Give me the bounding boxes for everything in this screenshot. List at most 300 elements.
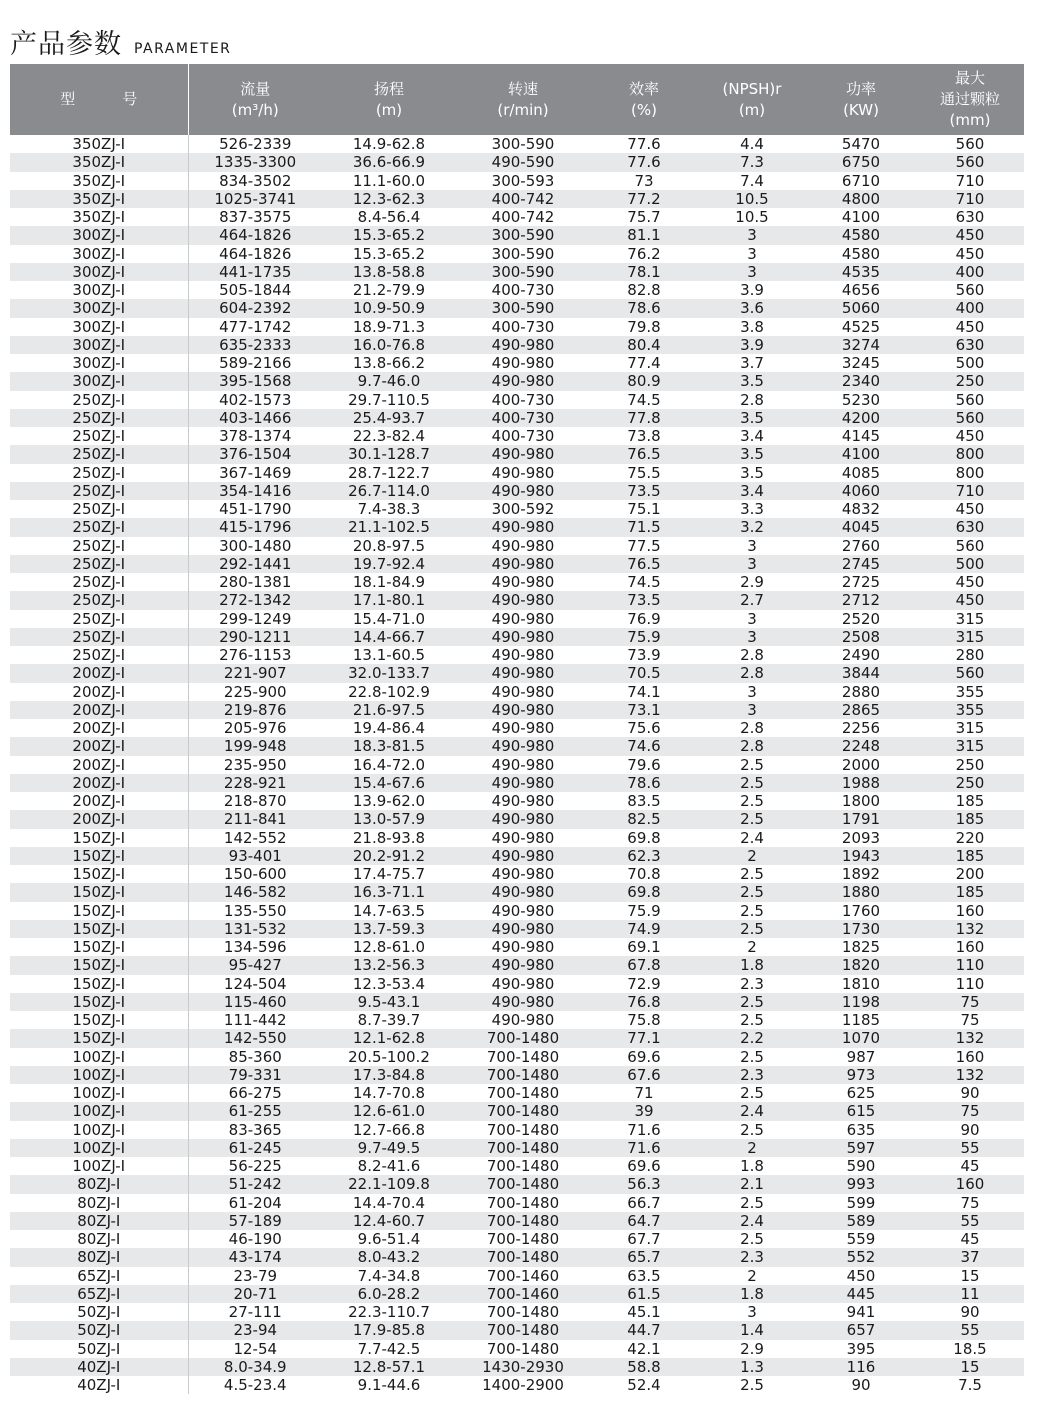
cell-npshr: 3.5 <box>698 372 806 390</box>
cell-power: 6710 <box>806 172 916 190</box>
cell-flow: 464-1826 <box>188 245 322 263</box>
cell-speed: 490-980 <box>456 573 590 591</box>
cell-model: 150ZJ-I <box>10 865 188 883</box>
cell-power: 2248 <box>806 737 916 755</box>
cell-model: 150ZJ-I <box>10 920 188 938</box>
table-row <box>10 610 1024 628</box>
table-row <box>10 1230 1024 1248</box>
cell-power: 1880 <box>806 883 916 901</box>
cell-model: 50ZJ-I <box>10 1321 188 1339</box>
cell-npshr: 3 <box>698 683 806 701</box>
cell-npshr: 2.9 <box>698 573 806 591</box>
cell-model: 200ZJ-I <box>10 683 188 701</box>
cell-efficiency: 62.3 <box>590 847 698 865</box>
header-npshr: (NPSH)r (m) <box>698 64 806 135</box>
cell-speed: 490-980 <box>456 829 590 847</box>
cell-power: 2520 <box>806 610 916 628</box>
cell-speed: 490-980 <box>456 555 590 573</box>
cell-flow: 115-460 <box>188 993 322 1011</box>
cell-head: 13.8-66.2 <box>322 354 456 372</box>
cell-efficiency: 61.5 <box>590 1285 698 1303</box>
cell-efficiency: 75.6 <box>590 719 698 737</box>
cell-power: 3844 <box>806 664 916 682</box>
cell-max-particle: 450 <box>916 427 1024 445</box>
cell-power: 4200 <box>806 409 916 427</box>
cell-head: 20.8-97.5 <box>322 537 456 555</box>
cell-max-particle: 110 <box>916 956 1024 974</box>
cell-flow: 66-275 <box>188 1084 322 1102</box>
cell-speed: 1430-2930 <box>456 1358 590 1376</box>
cell-speed: 490-980 <box>456 482 590 500</box>
cell-max-particle: 450 <box>916 573 1024 591</box>
table-row <box>10 756 1024 774</box>
cell-head: 22.1-109.8 <box>322 1175 456 1193</box>
cell-speed: 300-590 <box>456 135 590 153</box>
cell-model: 250ZJ-I <box>10 427 188 445</box>
cell-model: 150ZJ-I <box>10 956 188 974</box>
cell-max-particle: 90 <box>916 1121 1024 1139</box>
cell-model: 200ZJ-I <box>10 756 188 774</box>
cell-speed: 400-730 <box>456 409 590 427</box>
cell-max-particle: 250 <box>916 372 1024 390</box>
cell-npshr: 2.8 <box>698 391 806 409</box>
cell-model: 200ZJ-I <box>10 810 188 828</box>
cell-flow: 20-71 <box>188 1285 322 1303</box>
cell-npshr: 3.4 <box>698 427 806 445</box>
cell-max-particle: 315 <box>916 610 1024 628</box>
cell-max-particle: 560 <box>916 391 1024 409</box>
cell-speed: 490-980 <box>456 464 590 482</box>
cell-flow: 211-841 <box>188 810 322 828</box>
cell-model: 250ZJ-I <box>10 409 188 427</box>
cell-power: 3274 <box>806 336 916 354</box>
table-body <box>10 135 1024 1394</box>
cell-flow: 367-1469 <box>188 464 322 482</box>
cell-flow: 95-427 <box>188 956 322 974</box>
cell-efficiency: 67.7 <box>590 1230 698 1248</box>
cell-npshr: 3 <box>698 610 806 628</box>
cell-speed: 300-592 <box>456 500 590 518</box>
cell-max-particle: 11 <box>916 1285 1024 1303</box>
table-row <box>10 737 1024 755</box>
table-row <box>10 664 1024 682</box>
cell-model: 300ZJ-I <box>10 372 188 390</box>
cell-model: 300ZJ-I <box>10 226 188 244</box>
cell-head: 12.8-57.1 <box>322 1358 456 1376</box>
cell-model: 80ZJ-I <box>10 1230 188 1248</box>
cell-power: 973 <box>806 1066 916 1084</box>
cell-model: 250ZJ-I <box>10 500 188 518</box>
cell-max-particle: 37 <box>916 1248 1024 1266</box>
cell-model: 65ZJ-I <box>10 1285 188 1303</box>
cell-flow: 111-442 <box>188 1011 322 1029</box>
cell-speed: 700-1460 <box>456 1285 590 1303</box>
cell-efficiency: 70.5 <box>590 664 698 682</box>
table-row <box>10 1102 1024 1120</box>
cell-head: 13.8-58.8 <box>322 263 456 281</box>
cell-max-particle: 45 <box>916 1157 1024 1175</box>
cell-head: 21.6-97.5 <box>322 701 456 719</box>
table-row <box>10 263 1024 281</box>
cell-head: 17.9-85.8 <box>322 1321 456 1339</box>
cell-npshr: 3 <box>698 628 806 646</box>
cell-flow: 451-1790 <box>188 500 322 518</box>
cell-max-particle: 160 <box>916 1048 1024 1066</box>
cell-power: 5230 <box>806 391 916 409</box>
cell-power: 625 <box>806 1084 916 1102</box>
cell-model: 50ZJ-I <box>10 1303 188 1321</box>
header-head: 扬程 (m) <box>322 64 456 135</box>
cell-head: 29.7-110.5 <box>322 391 456 409</box>
table-row <box>10 518 1024 536</box>
table-row <box>10 354 1024 372</box>
cell-model: 100ZJ-I <box>10 1102 188 1120</box>
cell-flow: 4.5-23.4 <box>188 1376 322 1394</box>
cell-npshr: 2.5 <box>698 993 806 1011</box>
cell-npshr: 2.5 <box>698 756 806 774</box>
cell-flow: 83-365 <box>188 1121 322 1139</box>
cell-head: 14.7-70.8 <box>322 1084 456 1102</box>
cell-flow: 43-174 <box>188 1248 322 1266</box>
cell-npshr: 10.5 <box>698 208 806 226</box>
cell-speed: 700-1480 <box>456 1230 590 1248</box>
cell-flow: 61-255 <box>188 1102 322 1120</box>
cell-max-particle: 560 <box>916 664 1024 682</box>
cell-flow: 225-900 <box>188 683 322 701</box>
cell-head: 13.2-56.3 <box>322 956 456 974</box>
cell-model: 100ZJ-I <box>10 1084 188 1102</box>
cell-npshr: 2.5 <box>698 1084 806 1102</box>
cell-power: 445 <box>806 1285 916 1303</box>
cell-power: 4100 <box>806 208 916 226</box>
cell-npshr: 2.5 <box>698 883 806 901</box>
cell-power: 1070 <box>806 1029 916 1047</box>
cell-npshr: 7.3 <box>698 153 806 171</box>
cell-npshr: 2.3 <box>698 1248 806 1266</box>
cell-max-particle: 450 <box>916 226 1024 244</box>
table-row <box>10 993 1024 1011</box>
cell-speed: 400-730 <box>456 427 590 445</box>
cell-power: 635 <box>806 1121 916 1139</box>
cell-flow: 135-550 <box>188 902 322 920</box>
cell-power: 4045 <box>806 518 916 536</box>
cell-model: 80ZJ-I <box>10 1175 188 1193</box>
cell-model: 100ZJ-I <box>10 1157 188 1175</box>
cell-max-particle: 560 <box>916 135 1024 153</box>
cell-npshr: 2.4 <box>698 1102 806 1120</box>
cell-power: 987 <box>806 1048 916 1066</box>
cell-model: 250ZJ-I <box>10 610 188 628</box>
cell-flow: 276-1153 <box>188 646 322 664</box>
cell-model: 150ZJ-I <box>10 938 188 956</box>
cell-efficiency: 71.6 <box>590 1121 698 1139</box>
cell-efficiency: 79.8 <box>590 318 698 336</box>
cell-power: 4800 <box>806 190 916 208</box>
cell-speed: 400-742 <box>456 190 590 208</box>
cell-max-particle: 132 <box>916 1029 1024 1047</box>
table-row <box>10 464 1024 482</box>
cell-max-particle: 160 <box>916 938 1024 956</box>
table-row <box>10 646 1024 664</box>
cell-flow: 228-921 <box>188 774 322 792</box>
header-model: 型 号 <box>10 64 188 135</box>
cell-npshr: 3.6 <box>698 299 806 317</box>
cell-npshr: 2.9 <box>698 1340 806 1358</box>
table-row <box>10 135 1024 153</box>
cell-efficiency: 76.8 <box>590 993 698 1011</box>
cell-head: 12.8-61.0 <box>322 938 456 956</box>
cell-head: 15.4-67.6 <box>322 774 456 792</box>
cell-flow: 219-876 <box>188 701 322 719</box>
cell-power: 1810 <box>806 975 916 993</box>
cell-model: 150ZJ-I <box>10 1011 188 1029</box>
cell-speed: 490-980 <box>456 810 590 828</box>
cell-max-particle: 45 <box>916 1230 1024 1248</box>
cell-efficiency: 71.6 <box>590 1139 698 1157</box>
cell-power: 2865 <box>806 701 916 719</box>
cell-flow: 272-1342 <box>188 591 322 609</box>
cell-head: 7.4-34.8 <box>322 1267 456 1285</box>
table-row <box>10 1248 1024 1266</box>
cell-head: 12.7-66.8 <box>322 1121 456 1139</box>
table-row <box>10 1175 1024 1193</box>
cell-max-particle: 75 <box>916 1194 1024 1212</box>
cell-speed: 400-742 <box>456 208 590 226</box>
cell-efficiency: 67.8 <box>590 956 698 974</box>
table-header-row <box>10 64 1024 135</box>
cell-flow: 402-1573 <box>188 391 322 409</box>
cell-flow: 290-1211 <box>188 628 322 646</box>
cell-model: 350ZJ-I <box>10 190 188 208</box>
cell-power: 1800 <box>806 792 916 810</box>
cell-speed: 700-1480 <box>456 1121 590 1139</box>
cell-npshr: 3.5 <box>698 409 806 427</box>
cell-flow: 395-1568 <box>188 372 322 390</box>
cell-efficiency: 67.6 <box>590 1066 698 1084</box>
cell-speed: 490-980 <box>456 354 590 372</box>
table-row <box>10 427 1024 445</box>
cell-efficiency: 69.8 <box>590 883 698 901</box>
cell-npshr: 1.8 <box>698 1285 806 1303</box>
cell-model: 200ZJ-I <box>10 774 188 792</box>
cell-flow: 51-242 <box>188 1175 322 1193</box>
cell-max-particle: 132 <box>916 1066 1024 1084</box>
cell-npshr: 2.1 <box>698 1175 806 1193</box>
cell-power: 4100 <box>806 445 916 463</box>
cell-efficiency: 73.8 <box>590 427 698 445</box>
cell-flow: 354-1416 <box>188 482 322 500</box>
cell-power: 657 <box>806 1321 916 1339</box>
cell-flow: 57-189 <box>188 1212 322 1230</box>
cell-speed: 490-980 <box>456 628 590 646</box>
cell-speed: 490-980 <box>456 774 590 792</box>
cell-power: 1988 <box>806 774 916 792</box>
cell-efficiency: 73.5 <box>590 591 698 609</box>
cell-speed: 490-980 <box>456 938 590 956</box>
cell-model: 300ZJ-I <box>10 318 188 336</box>
cell-max-particle: 55 <box>916 1139 1024 1157</box>
cell-flow: 61-204 <box>188 1194 322 1212</box>
table-row <box>10 1285 1024 1303</box>
cell-power: 1730 <box>806 920 916 938</box>
cell-efficiency: 71 <box>590 1084 698 1102</box>
cell-model: 250ZJ-I <box>10 445 188 463</box>
cell-speed: 400-730 <box>456 281 590 299</box>
table-row <box>10 956 1024 974</box>
cell-power: 6750 <box>806 153 916 171</box>
cell-max-particle: 185 <box>916 792 1024 810</box>
cell-npshr: 3.9 <box>698 336 806 354</box>
cell-model: 150ZJ-I <box>10 829 188 847</box>
cell-npshr: 2.5 <box>698 774 806 792</box>
cell-max-particle: 315 <box>916 737 1024 755</box>
cell-efficiency: 81.1 <box>590 226 698 244</box>
cell-model: 250ZJ-I <box>10 573 188 591</box>
cell-power: 615 <box>806 1102 916 1120</box>
table-row <box>10 1303 1024 1321</box>
cell-speed: 490-980 <box>456 920 590 938</box>
cell-power: 1892 <box>806 865 916 883</box>
cell-flow: 134-596 <box>188 938 322 956</box>
cell-efficiency: 80.9 <box>590 372 698 390</box>
cell-npshr: 2 <box>698 1139 806 1157</box>
cell-flow: 299-1249 <box>188 610 322 628</box>
cell-flow: 199-948 <box>188 737 322 755</box>
cell-model: 100ZJ-I <box>10 1048 188 1066</box>
cell-max-particle: 560 <box>916 153 1024 171</box>
cell-efficiency: 74.9 <box>590 920 698 938</box>
cell-efficiency: 77.1 <box>590 1029 698 1047</box>
cell-npshr: 2.5 <box>698 1121 806 1139</box>
cell-speed: 490-980 <box>456 1011 590 1029</box>
cell-max-particle: 315 <box>916 719 1024 737</box>
cell-npshr: 2.8 <box>698 737 806 755</box>
cell-head: 9.1-44.6 <box>322 1376 456 1394</box>
cell-speed: 490-980 <box>456 737 590 755</box>
cell-npshr: 1.8 <box>698 956 806 974</box>
cell-head: 28.7-122.7 <box>322 464 456 482</box>
cell-power: 2725 <box>806 573 916 591</box>
cell-efficiency: 76.2 <box>590 245 698 263</box>
cell-model: 150ZJ-I <box>10 993 188 1011</box>
cell-efficiency: 76.5 <box>590 445 698 463</box>
cell-npshr: 2.8 <box>698 719 806 737</box>
cell-model: 80ZJ-I <box>10 1248 188 1266</box>
cell-flow: 464-1826 <box>188 226 322 244</box>
cell-model: 150ZJ-I <box>10 883 188 901</box>
cell-npshr: 3 <box>698 1303 806 1321</box>
cell-power: 2000 <box>806 756 916 774</box>
cell-head: 15.3-65.2 <box>322 226 456 244</box>
table-row <box>10 409 1024 427</box>
cell-efficiency: 75.1 <box>590 500 698 518</box>
table-row <box>10 920 1024 938</box>
cell-model: 80ZJ-I <box>10 1212 188 1230</box>
cell-speed: 1400-2900 <box>456 1376 590 1394</box>
cell-head: 21.1-102.5 <box>322 518 456 536</box>
cell-npshr: 3 <box>698 555 806 573</box>
cell-flow: 27-111 <box>188 1303 322 1321</box>
cell-max-particle: 355 <box>916 701 1024 719</box>
cell-power: 2093 <box>806 829 916 847</box>
cell-max-particle: 500 <box>916 354 1024 372</box>
cell-speed: 490-980 <box>456 591 590 609</box>
cell-efficiency: 82.5 <box>590 810 698 828</box>
cell-max-particle: 7.5 <box>916 1376 1024 1394</box>
cell-head: 16.4-72.0 <box>322 756 456 774</box>
cell-max-particle: 560 <box>916 537 1024 555</box>
cell-npshr: 2.5 <box>698 865 806 883</box>
cell-power: 4525 <box>806 318 916 336</box>
cell-model: 200ZJ-I <box>10 701 188 719</box>
cell-model: 250ZJ-I <box>10 628 188 646</box>
cell-flow: 23-79 <box>188 1267 322 1285</box>
cell-power: 1185 <box>806 1011 916 1029</box>
table-row <box>10 1340 1024 1358</box>
table-row <box>10 1029 1024 1047</box>
table-row <box>10 1011 1024 1029</box>
cell-npshr: 2.5 <box>698 1230 806 1248</box>
table-row <box>10 445 1024 463</box>
cell-flow: 218-870 <box>188 792 322 810</box>
cell-max-particle: 75 <box>916 993 1024 1011</box>
cell-head: 14.4-66.7 <box>322 628 456 646</box>
parameter-table <box>10 64 1024 1394</box>
cell-npshr: 2.5 <box>698 920 806 938</box>
cell-efficiency: 83.5 <box>590 792 698 810</box>
table-row <box>10 226 1024 244</box>
cell-speed: 490-980 <box>456 993 590 1011</box>
cell-power: 2256 <box>806 719 916 737</box>
cell-power: 599 <box>806 1194 916 1212</box>
cell-max-particle: 800 <box>916 445 1024 463</box>
cell-speed: 490-980 <box>456 336 590 354</box>
cell-speed: 490-980 <box>456 701 590 719</box>
cell-model: 350ZJ-I <box>10 172 188 190</box>
cell-efficiency: 58.8 <box>590 1358 698 1376</box>
cell-npshr: 2.2 <box>698 1029 806 1047</box>
cell-efficiency: 74.5 <box>590 391 698 409</box>
table-row <box>10 172 1024 190</box>
cell-model: 65ZJ-I <box>10 1267 188 1285</box>
table-row <box>10 683 1024 701</box>
cell-power: 4085 <box>806 464 916 482</box>
cell-max-particle: 450 <box>916 318 1024 336</box>
cell-head: 22.3-82.4 <box>322 427 456 445</box>
cell-npshr: 2.5 <box>698 1048 806 1066</box>
cell-npshr: 3.7 <box>698 354 806 372</box>
table-row <box>10 792 1024 810</box>
cell-speed: 490-980 <box>456 537 590 555</box>
cell-flow: 477-1742 <box>188 318 322 336</box>
cell-model: 200ZJ-I <box>10 737 188 755</box>
cell-flow: 8.0-34.9 <box>188 1358 322 1376</box>
cell-model: 350ZJ-I <box>10 135 188 153</box>
cell-model: 350ZJ-I <box>10 208 188 226</box>
cell-max-particle: 710 <box>916 482 1024 500</box>
cell-power: 589 <box>806 1212 916 1230</box>
cell-head: 20.5-100.2 <box>322 1048 456 1066</box>
cell-power: 116 <box>806 1358 916 1376</box>
cell-head: 12.4-60.7 <box>322 1212 456 1230</box>
cell-head: 8.4-56.4 <box>322 208 456 226</box>
cell-head: 12.3-62.3 <box>322 190 456 208</box>
cell-power: 2340 <box>806 372 916 390</box>
cell-speed: 300-590 <box>456 299 590 317</box>
cell-speed: 490-980 <box>456 756 590 774</box>
cell-speed: 490-980 <box>456 975 590 993</box>
cell-efficiency: 69.8 <box>590 829 698 847</box>
